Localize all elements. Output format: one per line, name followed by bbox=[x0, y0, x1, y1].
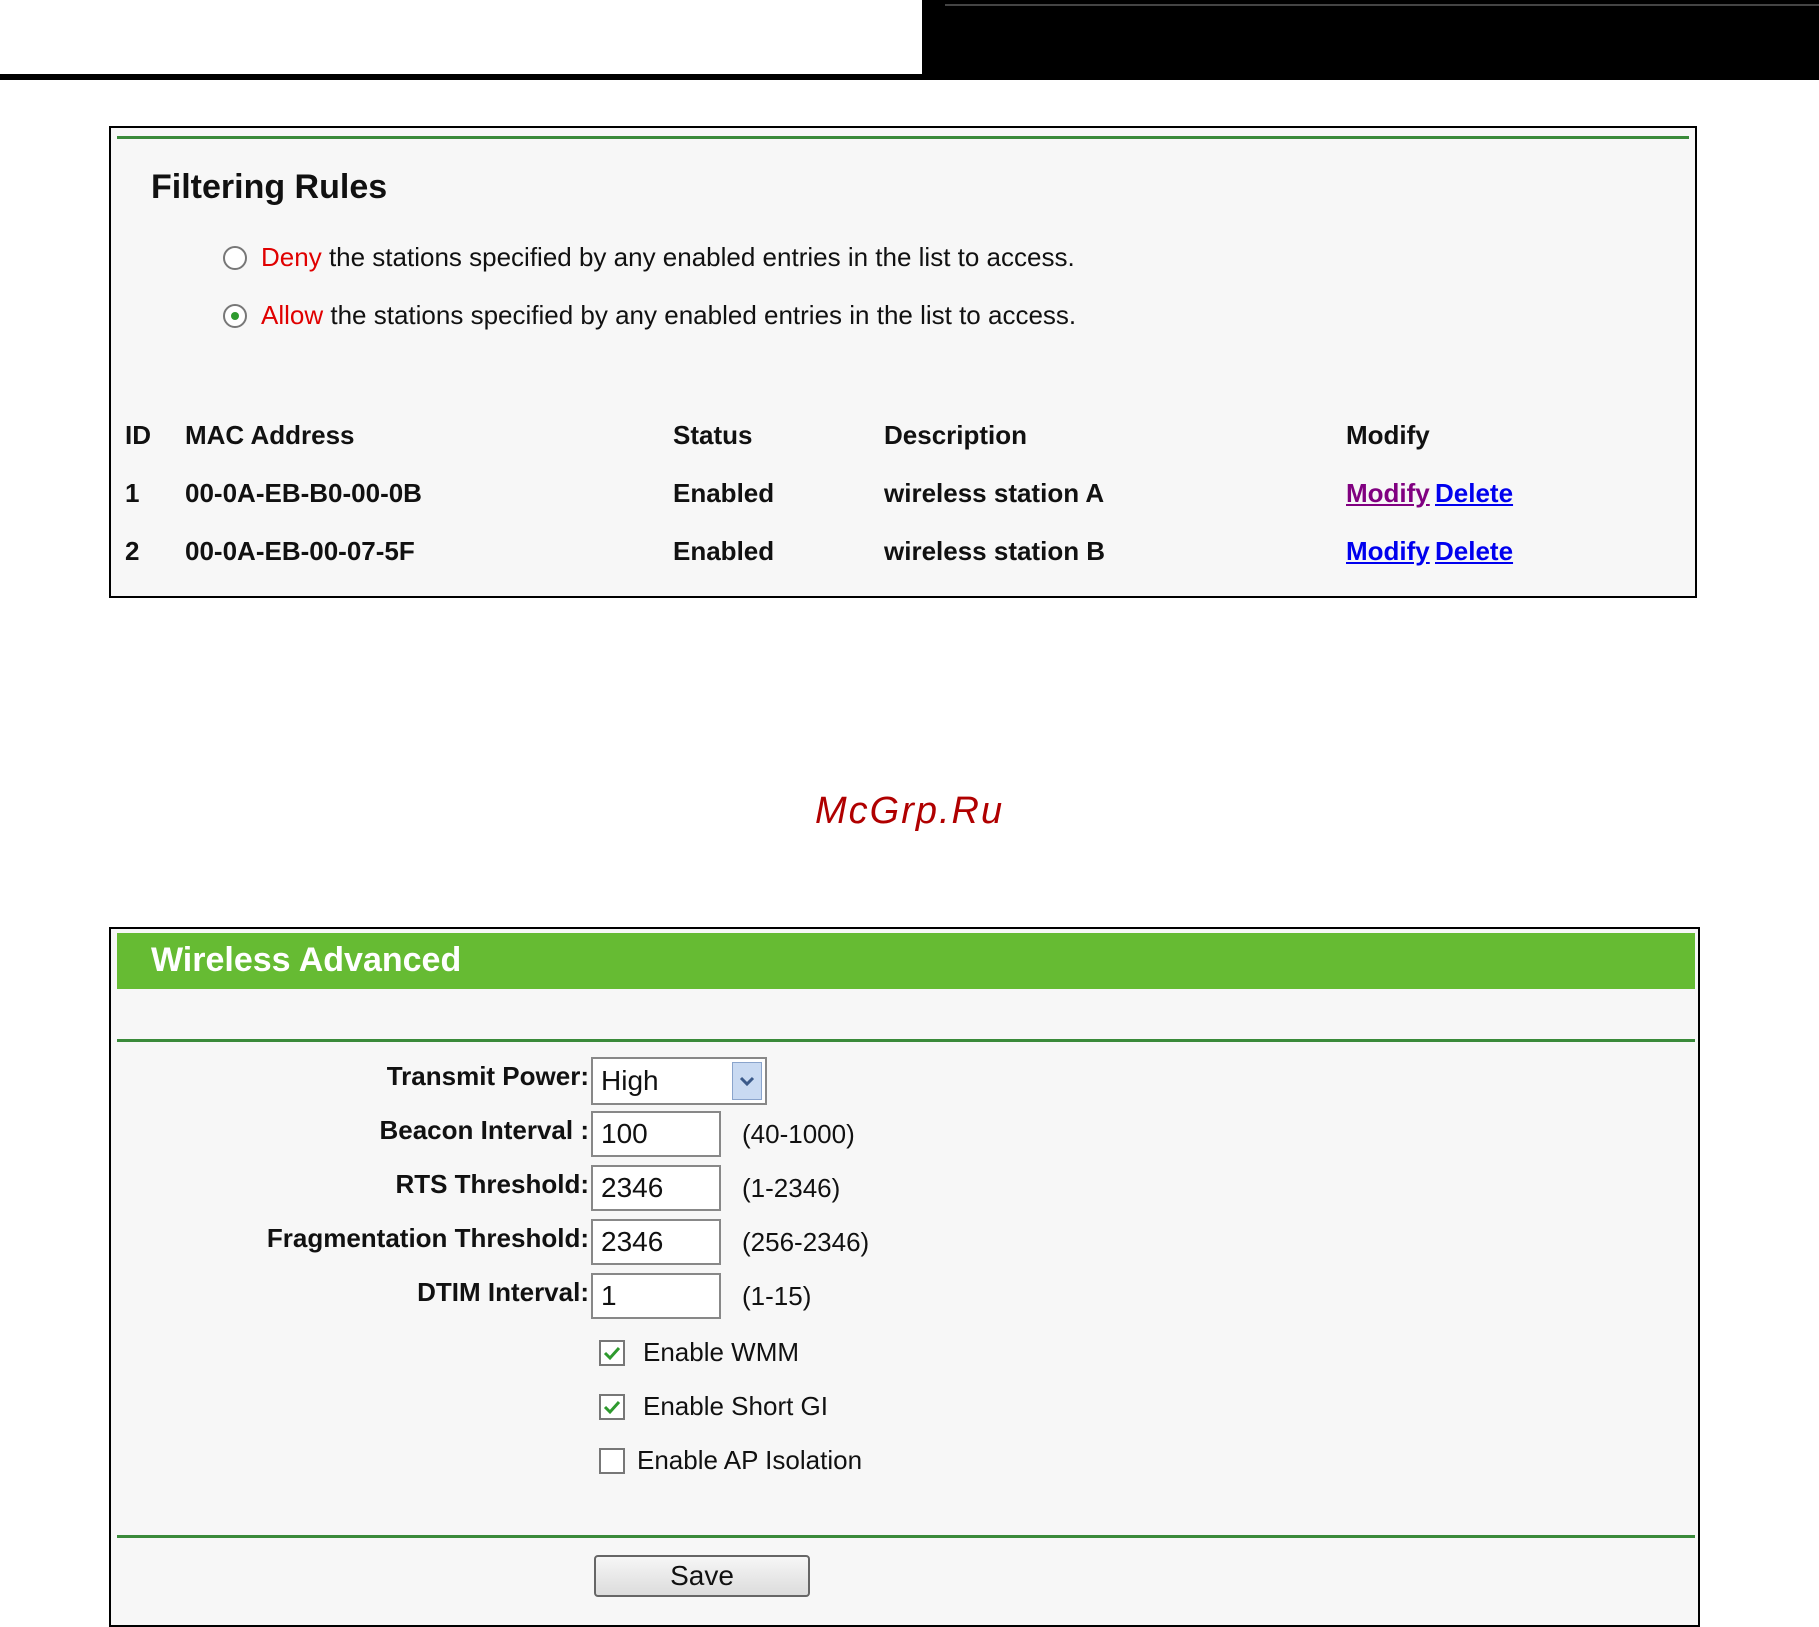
filtering-rules-title: Filtering Rules bbox=[151, 168, 388, 206]
row-1-description: wireless station A bbox=[884, 478, 1105, 508]
save-button[interactable]: Save bbox=[594, 1555, 810, 1597]
checkmark-icon bbox=[603, 1399, 621, 1415]
enable-short-gi-option[interactable] bbox=[599, 1391, 828, 1422]
fragmentation-threshold-label: Fragmentation Threshold: bbox=[266, 1223, 589, 1253]
row-2-description: wireless station B bbox=[884, 536, 1106, 566]
enable-short-gi-checkbox[interactable] bbox=[599, 1394, 625, 1420]
enable-ap-isolation-checkbox[interactable] bbox=[599, 1448, 625, 1474]
section-bottom-rule bbox=[117, 1535, 1695, 1538]
allow-radio[interactable] bbox=[223, 304, 247, 328]
dtim-interval-range: (1-15) bbox=[742, 1281, 812, 1311]
row-1-mac: 00-0A-EB-B0-00-0B bbox=[185, 478, 422, 508]
watermark-text: McGrp.Ru bbox=[815, 790, 1005, 832]
dtim-interval-input[interactable]: 1 bbox=[591, 1273, 721, 1319]
rts-threshold-label: RTS Threshold: bbox=[395, 1169, 589, 1199]
rts-threshold-input[interactable]: 2346 bbox=[591, 1165, 721, 1211]
deny-keyword: Deny bbox=[261, 242, 322, 272]
transmit-power-select[interactable] bbox=[591, 1057, 767, 1105]
dtim-interval-label: DTIM Interval: bbox=[417, 1277, 589, 1307]
header-rule bbox=[0, 74, 1819, 80]
transmit-power-value: High bbox=[601, 1065, 659, 1096]
fragmentation-threshold-input[interactable]: 2346 bbox=[591, 1219, 721, 1265]
section-top-rule bbox=[117, 1039, 1695, 1042]
deny-radio[interactable] bbox=[223, 246, 247, 270]
row-1-id: 1 bbox=[125, 478, 140, 508]
enable-short-gi-label: Enable Short GI bbox=[643, 1391, 828, 1421]
row-1-modify-link[interactable]: Modify bbox=[1346, 478, 1430, 508]
enable-wmm-label: Enable WMM bbox=[643, 1337, 800, 1367]
beacon-interval-range: (40-1000) bbox=[742, 1119, 855, 1149]
row-1-delete-link[interactable]: Delete bbox=[1435, 478, 1514, 508]
col-header-id: ID bbox=[125, 420, 151, 450]
row-2-modify-link[interactable]: Modify bbox=[1346, 536, 1430, 566]
row-2-id: 2 bbox=[125, 536, 140, 566]
allow-option[interactable] bbox=[223, 300, 1076, 331]
fragmentation-threshold-range: (256-2346) bbox=[742, 1227, 870, 1257]
col-header-status: Status bbox=[673, 420, 753, 450]
beacon-interval-input[interactable]: 100 bbox=[591, 1111, 721, 1157]
enable-ap-isolation-label: Enable AP Isolation bbox=[637, 1445, 863, 1475]
col-header-mac: MAC Address bbox=[185, 420, 355, 450]
chevron-down-icon[interactable] bbox=[732, 1062, 762, 1100]
transmit-power-label: Transmit Power: bbox=[386, 1061, 589, 1091]
enable-ap-isolation-option[interactable] bbox=[599, 1445, 862, 1476]
checkmark-icon bbox=[603, 1345, 621, 1361]
beacon-interval-label: Beacon Interval : bbox=[379, 1115, 589, 1145]
enable-wmm-option[interactable] bbox=[599, 1337, 799, 1368]
col-header-modify: Modify bbox=[1346, 420, 1430, 450]
col-header-description: Description bbox=[884, 420, 1028, 450]
row-2-mac: 00-0A-EB-00-07-5F bbox=[185, 536, 415, 566]
row-1-status: Enabled bbox=[673, 478, 775, 508]
wireless-advanced-title: Wireless Advanced bbox=[151, 941, 462, 979]
row-2-status: Enabled bbox=[673, 536, 775, 566]
header-black-bar bbox=[922, 0, 1819, 78]
wireless-advanced-panel bbox=[109, 927, 1700, 1627]
rts-threshold-range: (1-2346) bbox=[742, 1173, 841, 1203]
deny-option[interactable] bbox=[223, 242, 1075, 273]
filtering-rules-panel bbox=[109, 126, 1697, 598]
panel-top-rule bbox=[117, 136, 1689, 139]
allow-text: the stations specified by any enabled entries in the list to access. bbox=[330, 300, 1077, 330]
enable-wmm-checkbox[interactable] bbox=[599, 1340, 625, 1366]
allow-keyword: Allow bbox=[261, 300, 324, 330]
header-thin-line bbox=[945, 4, 1819, 6]
row-2-delete-link[interactable]: Delete bbox=[1435, 536, 1514, 566]
deny-text: the stations specified by any enabled entries in the list to access. bbox=[328, 242, 1075, 272]
panel-header-bar bbox=[117, 933, 1695, 989]
